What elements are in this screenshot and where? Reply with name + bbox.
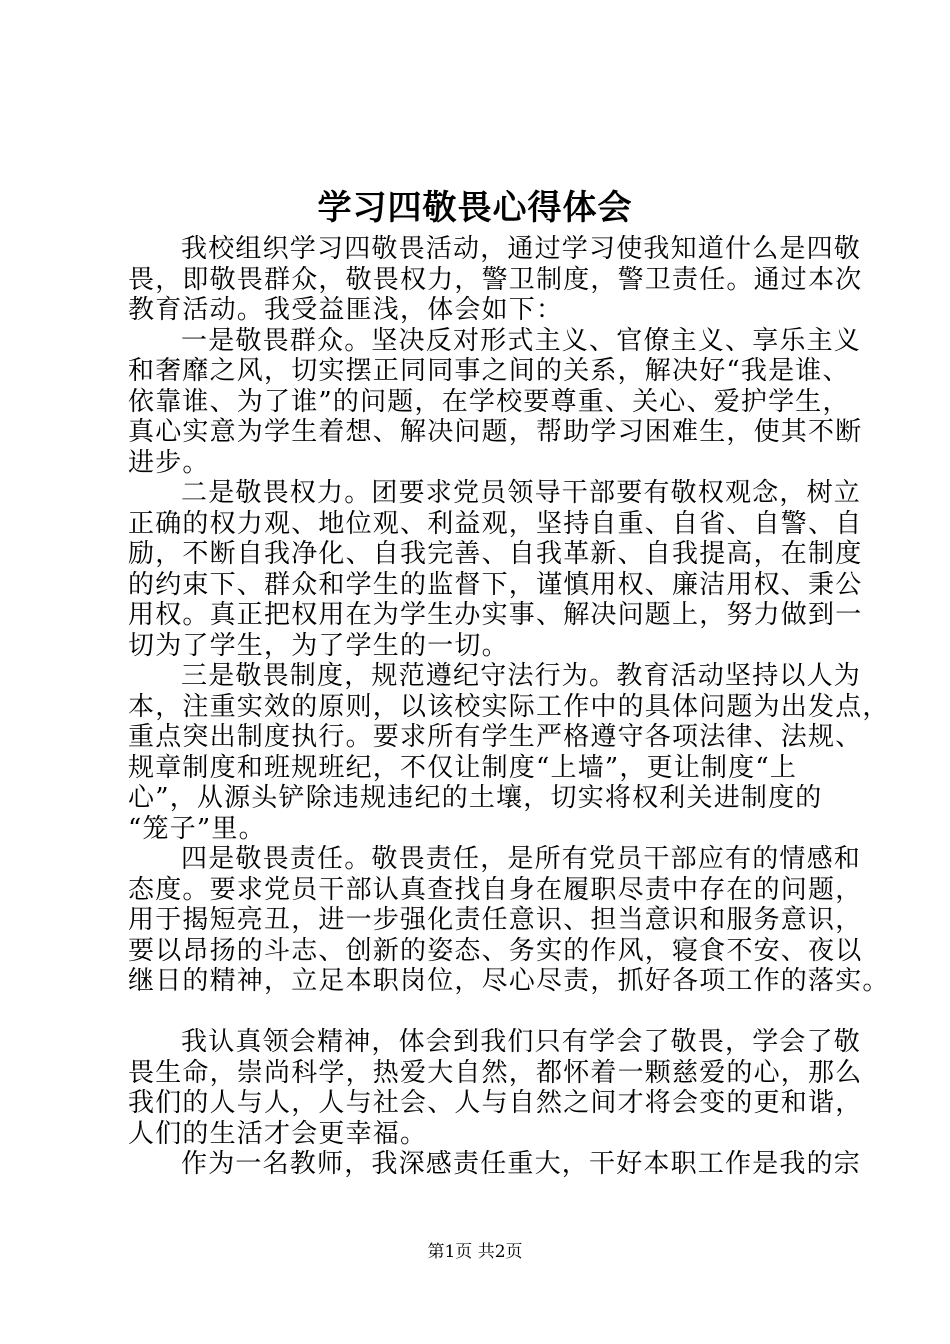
paragraph-5-line-4: 要以昂扬的斗志、创新的姿态、务实的作风，寝食不安、夜以 bbox=[128, 935, 863, 966]
paragraph-2-line-5: 进步。 bbox=[128, 447, 210, 478]
paragraph-7-line-1: 作为一名教师，我深感责任重大，干好本职工作是我的宗 bbox=[181, 1149, 862, 1179]
paragraph-5-line-3: 用于揭短亮丑，进一步强化责任意识、担当意识和服务意识， bbox=[128, 905, 863, 935]
paragraph-4-line-5: 心”，从源头铲除违规违纪的土壤，切实将权利关进制度的 bbox=[128, 783, 823, 813]
paragraph-2-line-1: 一是敬畏群众。坚决反对形式主义、官僚主义、享乐主义 bbox=[181, 325, 862, 356]
paragraph-5-line-2: 态度。要求党员干部认真查找自身在履职尽责中存在的问题， bbox=[128, 874, 863, 905]
paragraph-3-line-5: 用权。真正把权用在为学生办实事、解决问题上，努力做到一 bbox=[128, 600, 863, 630]
paragraph-2-line-4: 真心实意为学生着想、解决问题，帮助学习困难生，使其不断 bbox=[128, 417, 863, 447]
paragraph-4-line-6: “笼子”里。 bbox=[128, 813, 266, 844]
paragraph-2-line-2: 和奢靡之风，切实摆正同同事之间的关系，解决好“我是谁、 bbox=[128, 356, 850, 386]
paragraph-5-line-1: 四是敬畏责任。敬畏责任，是所有党员干部应有的情感和 bbox=[181, 844, 862, 874]
paragraph-4-line-3: 重点突出制度执行。要求所有学生严格遵守各项法律、法规、 bbox=[128, 722, 863, 752]
paragraph-6-line-1: 我认真领会精神，体会到我们只有学会了敬畏，学会了敬 bbox=[181, 1027, 862, 1057]
paragraph-4-line-4: 规章制度和班规班纪，不仅让制度“上墙”，更让制度“上 bbox=[128, 752, 798, 783]
paragraph-6-line-4: 人们的生活才会更幸福。 bbox=[128, 1118, 428, 1149]
paragraph-3-line-4: 的约束下、群众和学生的监督下，谨慎用权、廉洁用权、秉公 bbox=[128, 569, 863, 600]
paragraph-3-line-3: 励，不断自我净化、自我完善、自我革新、自我提高，在制度 bbox=[128, 539, 863, 569]
paragraph-6-line-3: 我们的人与人，人与社会、人与自然之间才将会变的更和谐， bbox=[128, 1088, 863, 1118]
paragraph-gap bbox=[128, 997, 828, 1028]
paragraph-1-line-3: 教育活动。我受益匪浅，体会如下： bbox=[128, 295, 564, 325]
paragraph-6-line-2: 畏生命，崇尚科学，热爱大自然，都怀着一颗慈爱的心，那么 bbox=[128, 1057, 863, 1088]
paragraph-4-line-2: 本，注重实效的原则，以该校实际工作中的具体问题为出发点， bbox=[128, 691, 890, 722]
paragraph-3-line-6: 切为了学生，为了学生的一切。 bbox=[128, 630, 509, 661]
paragraph-3-line-2: 正确的权力观、地位观、利益观，坚持自重、自省、自警、自 bbox=[128, 508, 863, 539]
paragraph-3-line-1: 二是敬畏权力。团要求党员领导干部要有敬权观念，树立 bbox=[181, 478, 862, 508]
page-title: 学习四敬畏心得体会 bbox=[317, 188, 633, 228]
paragraph-4-line-1: 三是敬畏制度，规范遵纪守法行为。教育活动坚持以人为 bbox=[181, 661, 862, 691]
document-body bbox=[128, 234, 890, 1180]
paragraph-1-line-2: 畏，即敬畏群众，敬畏权力，警卫制度，警卫责任。通过本次 bbox=[128, 264, 863, 295]
page-footer: 第1页 共2页 bbox=[427, 1242, 523, 1262]
paragraph-2-line-3: 依靠谁、为了谁”的问题，在学校要尊重、关心、爱护学生， bbox=[128, 386, 850, 417]
paragraph-1-line-1: 我校组织学习四敬畏活动，通过学习使我知道什么是四敬 bbox=[181, 234, 862, 264]
paragraph-5-line-5: 继日的精神，立足本职岗位，尽心尽责，抓好各项工作的落实。 bbox=[128, 966, 890, 996]
